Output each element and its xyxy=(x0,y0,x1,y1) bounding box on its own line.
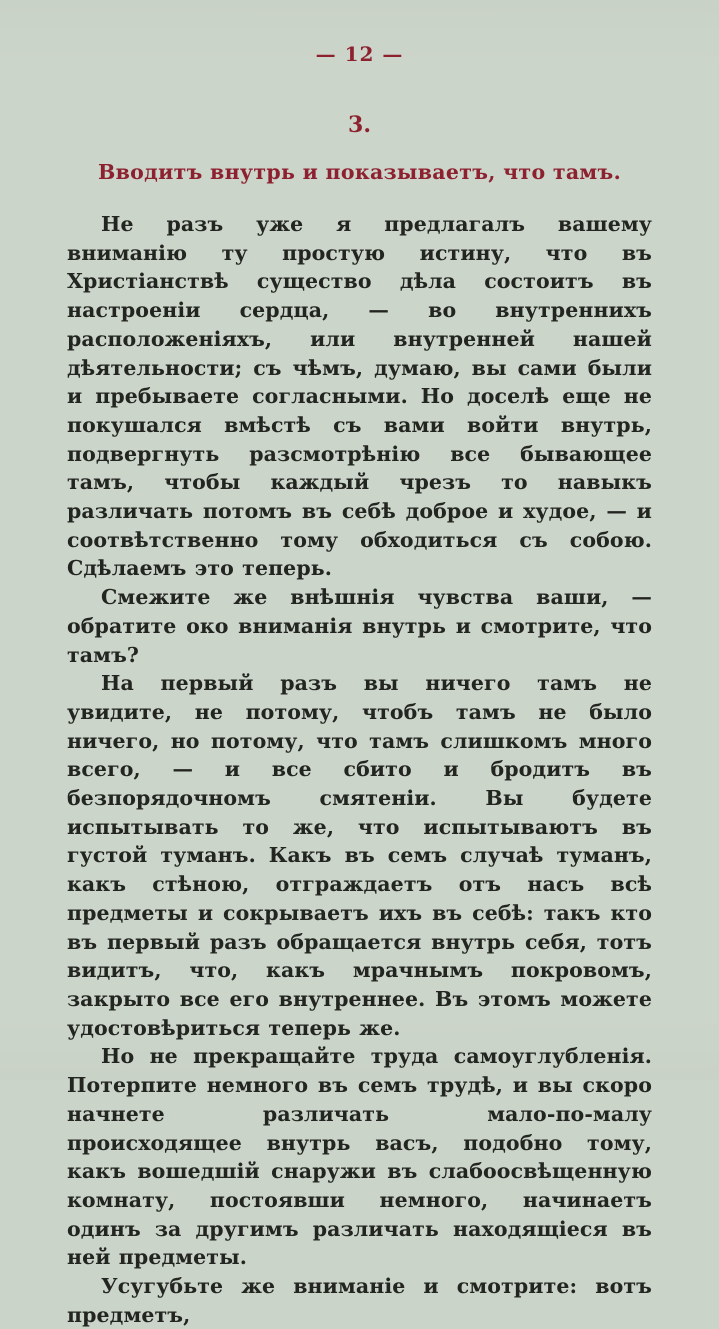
page-number: — 12 — xyxy=(315,42,404,66)
chapter-title: Вводитъ внутрь и показываетъ, что тамъ. xyxy=(97,160,622,184)
paragraph-5: Усугубьте же вниманіе и смотрите: вотъ предметъ, xyxy=(67,1274,652,1327)
paragraph-3: На первый разъ вы ничего тамъ не увидите, не потому, чтобъ тамъ не было ничего, но потому, что тамъ слишкомъ много всего, — и все сбито и бродитъ въ безпорядочномъ смятеніи. Вы будете испытывать то же, что испытываютъ въ густой туманъ. Какъ въ семъ случаѣ туманъ, какъ стѣною, отграждаетъ отъ насъ всѣ предметы и сокрываетъ ихъ въ себѣ: такъ кто въ первый разъ обращается внутрь себя, тотъ видитъ, что, какъ мрачнымъ покровомъ, закрыто все его внутреннее. Въ этомъ можете удостовѣриться теперь же. xyxy=(67,671,652,1040)
paragraph-1: Не разъ уже я предлагалъ вашему вниманію ту простую истину, что въ Христіанствѣ существо дѣла состоитъ въ настроеніи сердца, — во внутреннихъ расположеніяхъ, или внутренней нашей дѣятельности; съ чѣмъ, думаю, вы сами были и пребываете согласными. Но доселѣ еще не покушался вмѣстѣ съ вами войти внутрь, подвергнуть разсмотрѣнію все бывающее тамъ, чтобы каждый чрезъ то навыкъ различать потомъ въ себѣ доброе и худое, — и соотвѣтственно тому обходиться съ собою. Сдѣлаемъ это теперь. xyxy=(67,212,652,581)
text-block xyxy=(67,210,652,1329)
paragraph-4: Но не прекращайте труда самоуглубленія. Потерпите немного въ семъ трудѣ, и вы скоро начнете различать мало-по-малу происходящее внутрь васъ, подобно тому, какъ вошедшій снаружи въ слабоосвѣщенную комнату, постоявши немного, начинаетъ одинъ за другимъ различать находящіеся въ ней предметы. xyxy=(67,1044,652,1270)
paragraph-2: Смежите же внѣшнія чувства ваши, — обратите око вниманія внутрь и смотрите, что тамъ? xyxy=(67,585,652,667)
section-number: 3. xyxy=(348,112,371,138)
